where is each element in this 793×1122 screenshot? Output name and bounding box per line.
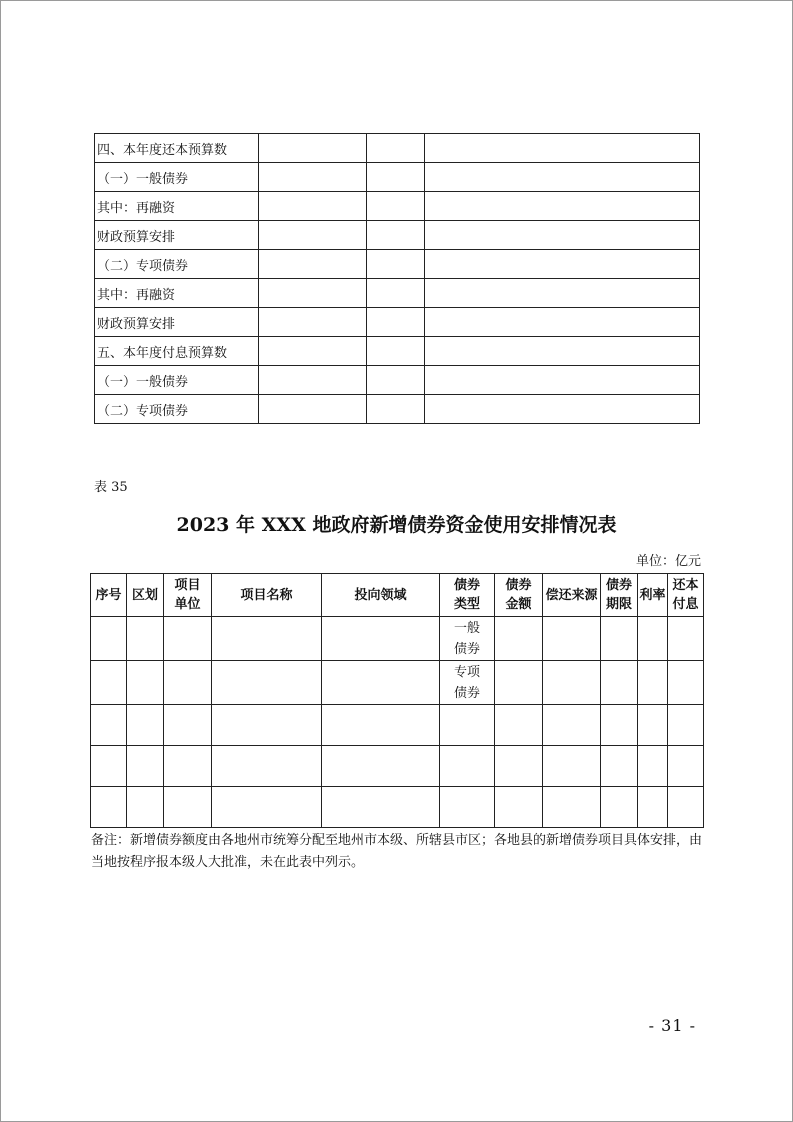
header-project-unit: 项目 单位	[164, 574, 212, 617]
table-row	[91, 661, 704, 705]
header-bond-amount: 债券 金额	[495, 574, 543, 617]
table-cell	[367, 250, 425, 279]
unit-label: 单位：亿元	[635, 554, 701, 569]
table-cell	[425, 279, 700, 308]
table-cell	[425, 221, 700, 250]
table-cell	[259, 337, 367, 366]
table-cell	[425, 250, 700, 279]
table-cell	[367, 192, 425, 221]
table-row	[95, 366, 700, 395]
table-row	[91, 746, 704, 787]
header-district: 区划	[127, 574, 164, 617]
table-cell	[367, 134, 425, 163]
budget-row-label: 财政预算安排	[95, 308, 259, 337]
table-caption: 表 35	[94, 480, 128, 495]
table-cell	[367, 366, 425, 395]
page-number: - 31 -	[648, 1016, 696, 1035]
header-bond-term: 债券 期限	[601, 574, 638, 617]
debt-usage-table	[90, 573, 704, 828]
table-cell	[259, 250, 367, 279]
table-cell	[259, 308, 367, 337]
table-note: 备注：新增债券额度由各地州市统筹分配至地州市本级、所辖县市区；各地县的新增债券项目具体安排，由当地按程序报本级人大批准，未在此表中列示。	[91, 833, 703, 870]
budget-row-label: 四、本年度还本预算数	[95, 134, 259, 163]
header-repay-interest: 还本 付息	[668, 574, 704, 617]
budget-row-label: （二）专项债券	[95, 395, 259, 424]
table-row	[91, 787, 704, 828]
header-field: 投向领域	[322, 574, 440, 617]
table-row	[95, 250, 700, 279]
table-cell	[367, 337, 425, 366]
header-repay-source: 偿还来源	[543, 574, 601, 617]
budget-row-label: 其中：再融资	[95, 279, 259, 308]
bond-type-special: 专项 债券	[440, 661, 495, 705]
table-cell	[259, 221, 367, 250]
budget-row-label: （一）一般债券	[95, 163, 259, 192]
table-cell	[259, 192, 367, 221]
table-row	[91, 705, 704, 746]
table-cell	[367, 395, 425, 424]
table-row	[95, 134, 700, 163]
bond-type-general: 一般 债券	[440, 617, 495, 661]
budget-row-label: 五、本年度付息预算数	[95, 337, 259, 366]
budget-row-label: （一）一般债券	[95, 366, 259, 395]
table-cell	[259, 366, 367, 395]
table-row	[95, 279, 700, 308]
header-bond-type: 债券 类型	[440, 574, 495, 617]
table-cell	[425, 134, 700, 163]
table-title: 2023 年 XXX 地政府新增债券资金使用安排情况表	[176, 514, 617, 536]
table-row	[95, 395, 700, 424]
header-seq: 序号	[91, 574, 127, 617]
table-cell	[259, 163, 367, 192]
budget-row-label: 财政预算安排	[95, 221, 259, 250]
table-row	[95, 337, 700, 366]
table-cell	[367, 163, 425, 192]
table-row	[95, 192, 700, 221]
budget-row-label: （二）专项债券	[95, 250, 259, 279]
table-cell	[425, 395, 700, 424]
header-rate: 利率	[638, 574, 668, 617]
table-row	[91, 617, 704, 661]
table-cell	[259, 279, 367, 308]
budget-row-label: 其中：再融资	[95, 192, 259, 221]
table-cell	[425, 337, 700, 366]
table-cell	[367, 308, 425, 337]
table-cell	[367, 221, 425, 250]
budget-table	[94, 133, 700, 424]
table-cell	[259, 395, 367, 424]
header-project-name: 项目名称	[212, 574, 322, 617]
table-row	[95, 163, 700, 192]
table-row	[95, 221, 700, 250]
table-cell	[259, 134, 367, 163]
table-cell	[367, 279, 425, 308]
table-cell	[425, 366, 700, 395]
table-row	[95, 308, 700, 337]
table-cell	[425, 308, 700, 337]
table-cell	[425, 192, 700, 221]
table-cell	[425, 163, 700, 192]
